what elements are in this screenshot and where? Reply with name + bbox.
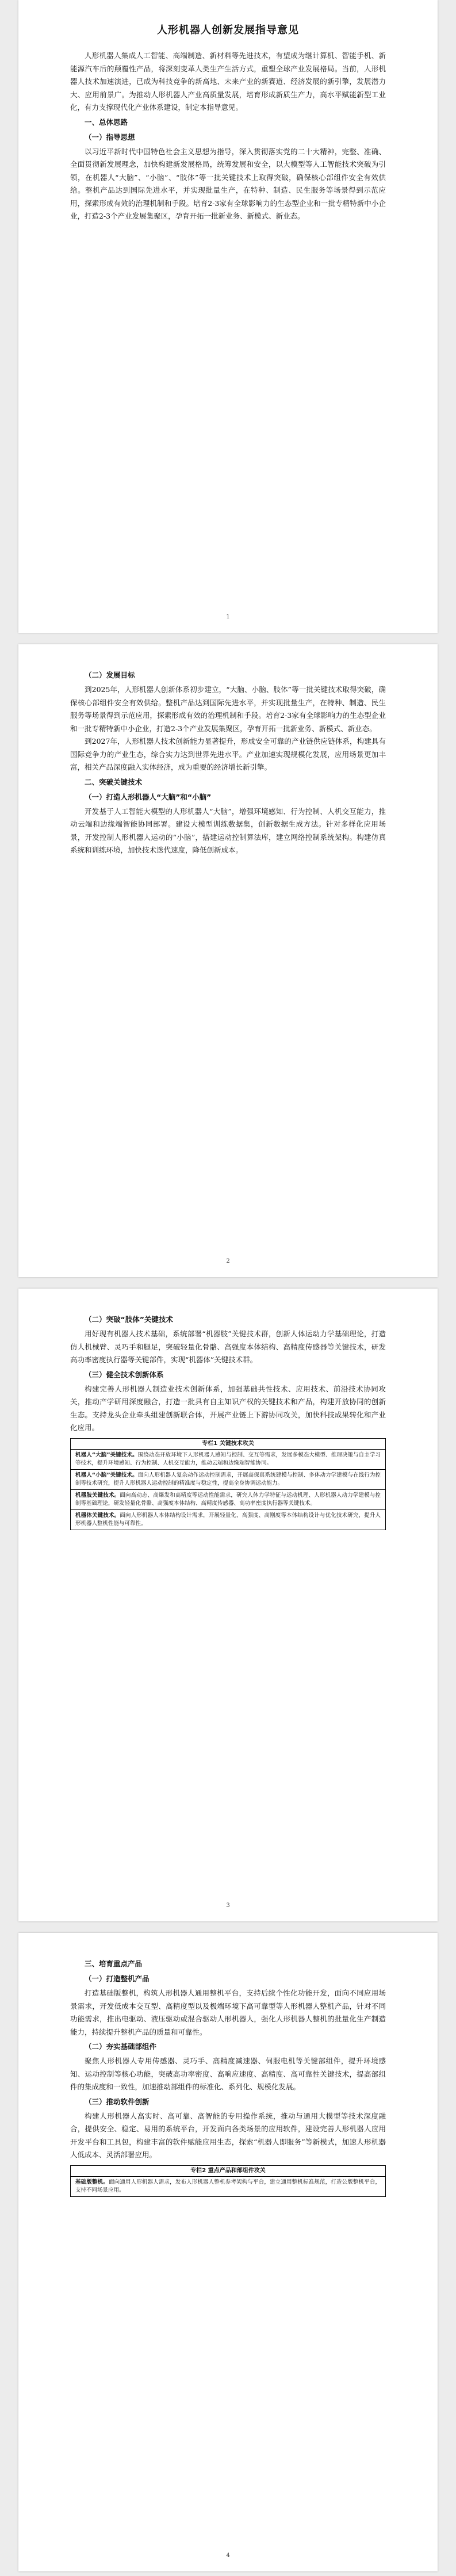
goal-2025-paragraph: 到2025年，人形机器人创新体系初步建立，“大脑、小脑、肢体”等一批关键技术取得突破，确保核心部组件安全有效供给。整机产品达到国际先进水平，并实现批量生产，在特种、制造、民生服务等场景得到示范应用，探索形成有效的治理机制和手段。培育2-3家有全球影响力的生态型企业和一批专精特新中小企业，打造2-3个产业发展集聚区，孕育开拓一批新业务、新模式、新业态。: [70, 685, 386, 733]
document-page-4: [18, 1933, 438, 2571]
document-page-3: [18, 1289, 438, 1921]
box-title: 专栏2 重点产品和部组件攻关: [71, 2166, 385, 2177]
intro-paragraph: 人形机器人集成人工智能、高端制造、新材料等先进技术，有望成为继计算机、智能手机、新能源汽车后的颠覆性产品，将深刻变革人类生产生活方式，重塑全球产业发展格局。当前，人形机器人技术加速演进，已成为科技竞争的新高地、未来产业的新赛道、经济发展的新引擎，发展潜力大、应用前景广。为推动人形机器人产业高质量发展，培育形成新质生产力，高水平赋能新型工业化，有力支撑现代化产业体系建设，制定本指导意见。: [70, 51, 386, 112]
document-page-1: [18, 0, 438, 633]
box-item-head: 基础版整机。: [75, 2178, 109, 2185]
page-number: 3: [226, 1902, 230, 1909]
section-heading-key-products: 三、培育重点产品: [85, 1959, 143, 1968]
brain-paragraph: 开发基于人工智能大模型的人形机器人“大脑”，增强环境感知、行为控制、人机交互能力，推动云端和边缘端智能协同部署。建设大模型训练数据集，创新数据生成方法。针对多样化应用场景，开发控制人形机器人运动的“小脑”，搭建运动控制算法库，建立网络控制系统架构。构建仿真系统和训练环境，加快技术迭代速度，降低创新成本。: [70, 807, 386, 854]
subheading-guiding-ideology: （一）指导思想: [85, 132, 135, 142]
key-tech-box: [70, 1438, 386, 1530]
box-item: [71, 1470, 385, 1490]
goal-2027-paragraph: 到2027年，人形机器人技术创新能力显著提升，形成安全可靠的产业链供应链体系，构建具有国际竞争力的产业生态，综合实力达到世界先进水平。产业加速实现规模化发展，应用场景更加丰富，相关产品深度融入实体经济，成为重要的经济增长新引擎。: [70, 737, 386, 771]
subheading-limb-tech: （二）突破“肢体”关键技术: [85, 1315, 173, 1324]
box-item-body: 面向人形机器人复杂动作运动控制需求，开展高保真系统建模与控制、多体动力学建模与在线行为控制等技术研究，提升人形机器人运动控制的精准度与稳定性，提高全身协调运动能力。: [75, 1472, 381, 1486]
section-heading-key-tech: 二、突破关键技术: [85, 777, 143, 786]
box-item: [71, 2177, 385, 2196]
box-title: 专栏1 关键技术攻关: [71, 1439, 385, 1450]
box-item-body: 面向人形机器人本体结构设计需求，开展轻量化、高强度、高刚度等本体结构设计与优化技术研究，提升人形机器人整机性能与可靠性。: [75, 1512, 381, 1527]
subheading-software: （三）推动软件创新: [85, 2097, 150, 2106]
box-item: [71, 1490, 385, 1510]
innovation-paragraph: 构建完善人形机器人制造业技术创新体系，加强基础共性技术、应用技术、前沿技术协同攻关，推动产学研用深度融合，打造一批具有自主知识产权的关键技术和产品，构建开放协同的创新生态。支持龙头企业牵头组建创新联合体，开展产业链上下游协同攻关，加快科技成果转化和产业化应用。: [70, 1384, 386, 1432]
box-item-body: 面向通用人形机器人需求，发布人形机器人整机参考架构与平台，建立通用整机标准规范，打造公版整机平台，支持不同场景应用。: [75, 2178, 381, 2193]
box-item-head: 机器体关键技术。: [75, 1512, 120, 1519]
section-heading-overall: 一、总体思路: [85, 117, 128, 127]
box-item-head: 机器肢关键技术。: [75, 1492, 120, 1499]
subheading-innovation-system: （三）健全技术创新体系: [85, 1370, 164, 1379]
page-number: 1: [226, 614, 230, 620]
page-number: 4: [226, 2552, 230, 2559]
machine-paragraph: 打造基础版整机，构筑人形机器人通用整机平台，支持后续个性化功能开发，面向不同应用场景需求，开发低成本交互型、高精度型以及极端环境下高可靠型等人形机器人整机产品，针对不同功能需求，推出电驱动、液压驱动或混合驱动人形机器人，强化人形机器人整机的批量化生产制造能力，持续提升整机产品的质量和可靠性。: [70, 1989, 386, 2036]
box-item: [71, 1450, 385, 1470]
software-paragraph: 构建人形机器人高实时、高可靠、高智能的专用操作系统，推动与通用大模型等技术深度融合，提供安全、稳定、易用的系统平台，开发面向各类场景的应用软件，建设完善人形机器人应用开发平台和工具包，构建丰富的软件赋能应用生态，探索“机器人即服务”等新模式，加速人形机器人低成本、灵活部署应用。: [70, 2111, 386, 2159]
document-page-2: [18, 644, 438, 1277]
page-number: 2: [226, 1258, 230, 1264]
box-item-body: 围绕动态开放环境下人形机器人感知与控制、交互等需求，发展多模态大模型、推理决策与自主学习等技术，提升环境感知、行为控制、人机交互能力，推动云端和边缘端智能协同。: [75, 1451, 381, 1466]
subheading-brain-cerebellum: （一）打造人形机器人“大脑”和“小脑”: [85, 792, 212, 801]
box-item-body: 面向高动态、高爆发和高精度等运动性能需求，研究人体力学特征与运动机理、人形机器人动力学建模与控制等基础理论，研发轻量化骨骼、高强度本体结构、高精度传感器、高功率密度执行器等关键技术。: [75, 1492, 381, 1507]
box-item: [71, 1510, 385, 1530]
box-item-head: 机器人“大脑”关键技术。: [75, 1451, 138, 1458]
subheading-components: （二）夯实基础部组件: [85, 2042, 157, 2051]
components-paragraph: 聚焦人形机器人专用传感器、灵巧手、高精度减速器、伺服电机等关键部组件，提升环境感知、运动控制等核心功能，突破高功率密度、高响应速度、高精度、高可靠性关键技术，提高部组件的集成度和一致性，加速推动部组件的标准化、系列化、规模化发展。: [70, 2057, 386, 2091]
box-item-head: 机器人“小脑”关键技术。: [75, 1472, 138, 1478]
guiding-ideology-paragraph: 以习近平新时代中国特色社会主义思想为指导，深入贯彻落实党的二十大精神，完整、准确、全面贯彻新发展理念，加快构建新发展格局，统筹发展和安全，以大模型等人工智能技术突破为引领，在机器人“大脑”、“小脑”、“肢体”等一批关键技术上取得突破，确保核心部组件安全有效供给。整机产品达到国际先进水平，并实现批量生产，在特种、制造、民生服务等场景得到示范应用，探索形成有效的治理机制和手段。培育2-3家有全球影响力的生态型企业和一批专精特新中小企业，打造2-3个产业发展集聚区，孕育开拓一批新业务、新模式、新业态。: [70, 147, 386, 220]
subheading-development-goals: （二）发展目标: [85, 671, 135, 679]
limb-paragraph: 用好现有机器人技术基础，系统部署“机器肢”关键技术群，创新人体运动力学基础理论，打造仿人机械臂、灵巧手和腿足，突破轻量化骨骼、高强度本体结构、高精度传感器等关键技术，研发高功率密度执行器等关键部件，实现“机器体”关键技术群。: [70, 1329, 386, 1364]
document-title: 人形机器人创新发展指导意见: [157, 24, 299, 36]
subheading-machines: （一）打造整机产品: [85, 1974, 150, 1983]
key-products-box: [70, 2165, 386, 2197]
